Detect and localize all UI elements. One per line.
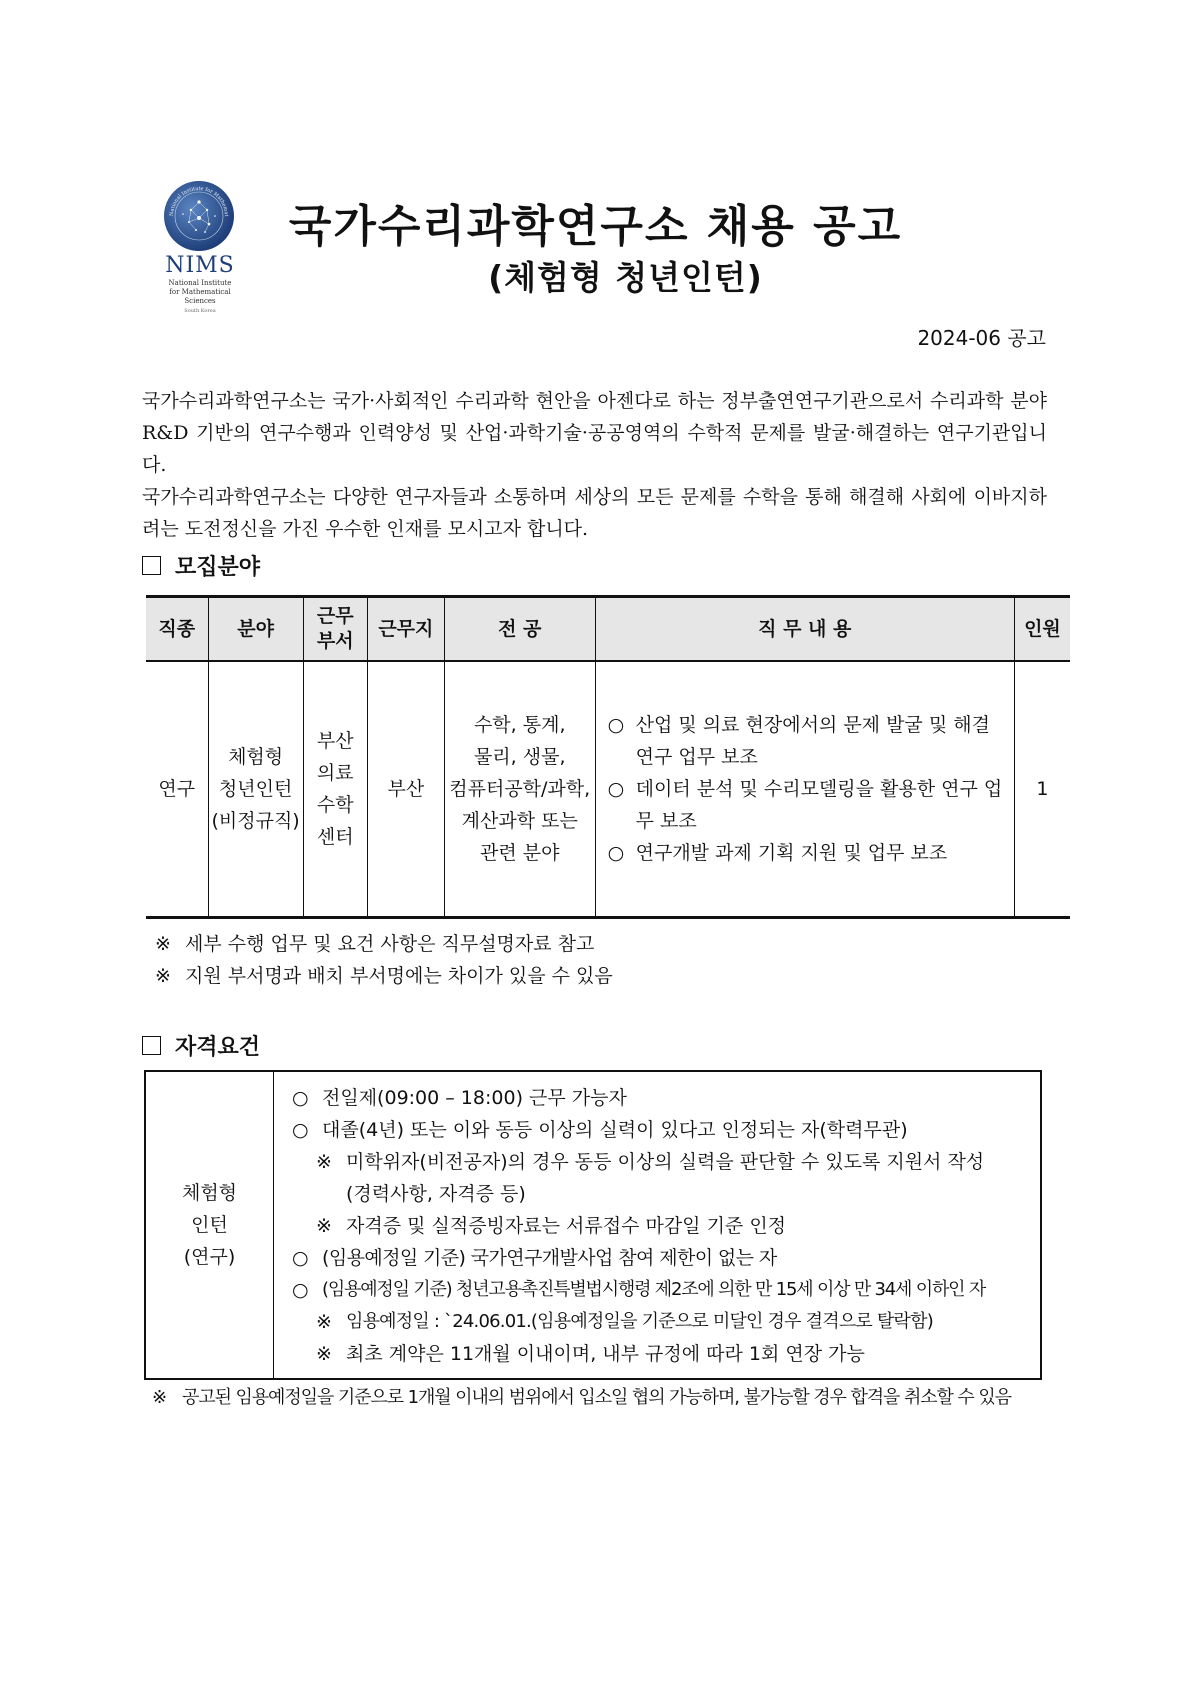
requirement-item [292, 1082, 1030, 1114]
circle-bullet-icon: ○ [607, 842, 625, 864]
note-text: 세부 수행 업무 및 요건 사항은 직무설명자료 참고 [185, 933, 595, 955]
qualification-requirements [274, 1071, 1042, 1379]
checkbox-square-icon [142, 556, 161, 575]
intro-paragraph-2: 국가수리과학연구소는 다양한 연구자들과 소통하며 세상의 모든 문제를 수학을 통해 해결해 사회에 이바지하려는 도전정신을 가진 우수한 인재를 모시고자 합니다. [142, 486, 1047, 540]
header-type: 직종 [146, 597, 208, 662]
cell-field: 체험형 청년인턴 (비정규직) [208, 661, 303, 918]
requirement-continuation [292, 1178, 1030, 1210]
qualification-category: 체험형 인턴 (연구) [145, 1071, 274, 1379]
header-field: 분야 [208, 597, 303, 662]
cell-duty [595, 661, 1014, 918]
reference-mark-icon: ※ [155, 933, 171, 955]
requirement-text: 임용예정일 : `24.06.01.(임용예정일을 기준으로 미달인 경우 결격으로 탈락함) [346, 1311, 933, 1332]
cell-type: 연구 [146, 661, 208, 918]
circle-bullet-icon: ○ [292, 1247, 309, 1269]
duty-item [608, 837, 1012, 869]
intro-paragraph-1: 국가수리과학연구소는 국가·사회적인 수리과학 현안을 아젠다로 하는 정부출연연구기관으로서 수리과학 분야 R&D 기반의 연구수행과 인력양성 및 산업·과학기술·공공영역의 수학적 문제를 발굴·해결하는 연구기관입니다. [142, 390, 1047, 476]
requirement-subnote [292, 1306, 1030, 1338]
table-header-row [146, 597, 1070, 662]
requirement-text: 전일제(09:00 – 18:00) 근무 가능자 [322, 1087, 627, 1109]
cell-major: 수학, 통계, 물리, 생물, 컴퓨터공학/과학, 계산과학 또는 관련 분야 [444, 661, 595, 918]
cell-dept: 부산 의료 수학 센터 [303, 661, 367, 918]
requirement-text: (임용예정일 기준) 국가연구개발사업 참여 제한이 없는 자 [322, 1247, 777, 1269]
reference-mark-icon: ※ [316, 1215, 332, 1237]
circle-bullet-icon: ○ [607, 714, 625, 736]
circle-bullet-icon: ○ [607, 778, 625, 800]
note-line [155, 960, 613, 992]
recruit-notes [155, 928, 613, 992]
table-row [145, 1071, 1041, 1379]
checkbox-square-icon [142, 1036, 161, 1055]
qualification-note [152, 1382, 1011, 1414]
requirement-item [292, 1242, 1030, 1274]
emblem-circle-text: National Institute for Mathemat [168, 185, 230, 217]
table-row [146, 661, 1070, 918]
requirement-item [292, 1274, 1030, 1306]
notice-number: 2024-06 공고 [917, 326, 1046, 350]
recruit-fields-table [146, 595, 1070, 919]
note-text: 지원 부서명과 배치 부서명에는 차이가 있을 수 있음 [185, 965, 613, 987]
section-heading-qualifications [142, 1030, 260, 1061]
requirement-text: 미학위자(비전공자)의 경우 동등 이상의 실력을 판단할 수 있도록 지원서 작성 [346, 1151, 985, 1173]
reference-mark-icon: ※ [316, 1311, 332, 1333]
requirement-text: 최초 계약은 11개월 이내이며, 내부 규정에 따라 1회 연장 가능 [346, 1343, 865, 1365]
note-line [155, 928, 613, 960]
section-heading-text: 자격요건 [175, 1035, 261, 1060]
logo-line-1: National Institute [168, 279, 232, 287]
circle-bullet-icon: ○ [292, 1087, 309, 1109]
section-heading-text: 모집분야 [175, 555, 261, 580]
header-duty: 직 무 내 용 [595, 597, 1014, 662]
page-subtitle: (체험형 청년인턴) [488, 258, 763, 297]
note-text: 공고된 임용예정일을 기준으로 1개월 이내의 범위에서 입소일 협의 가능하며, 불가능할 경우 합격을 취소할 수 있음 [182, 1387, 1011, 1408]
requirement-subnote [292, 1338, 1030, 1370]
requirement-text: (임용예정일 기준) 청년고용촉진특별법시행령 제2조에 의한 만 15세 이상 만 34세 이하인 자 [322, 1279, 986, 1300]
reference-mark-icon: ※ [152, 1387, 168, 1408]
requirement-subnote [292, 1146, 1030, 1178]
duty-text: 연구개발 과제 기획 지원 및 업무 보조 [635, 842, 948, 864]
duty-item [608, 709, 1012, 773]
requirement-subnote [292, 1210, 1030, 1242]
requirement-text: 자격증 및 실적증빙자료는 서류접수 마감일 기준 인정 [346, 1215, 787, 1237]
page-title: 국가수리과학연구소 채용 공고 [288, 201, 903, 252]
requirement-text: (경력사항, 자격증 등) [346, 1183, 526, 1205]
requirement-item [292, 1114, 1030, 1146]
cell-location: 부산 [367, 661, 444, 918]
section-heading-recruit-fields [142, 550, 260, 581]
duty-text: 산업 및 의료 현장에서의 문제 발굴 및 해결 연구 업무 보조 [635, 714, 990, 768]
duty-text: 데이터 분석 및 수리모델링을 활용한 연구 업무 보조 [635, 778, 1003, 832]
logo-acronym: NIMS [165, 253, 235, 278]
logo-line-2: for Mathematical Sciences [169, 288, 231, 305]
cell-count: 1 [1014, 661, 1070, 918]
duty-item [608, 773, 1012, 837]
reference-mark-icon: ※ [316, 1151, 332, 1173]
logo-country: South Korea [184, 308, 216, 314]
requirement-text: 대졸(4년) 또는 이와 동등 이상의 실력이 있다고 인정되는 자(학력무관) [322, 1119, 908, 1141]
circle-bullet-icon: ○ [292, 1279, 309, 1301]
header-count: 인원 [1014, 597, 1070, 662]
circle-bullet-icon: ○ [292, 1119, 309, 1141]
header-dept: 근무 부서 [303, 597, 367, 662]
reference-mark-icon: ※ [155, 965, 171, 987]
header-location: 근무지 [367, 597, 444, 662]
reference-mark-icon: ※ [316, 1343, 332, 1365]
header-major: 전 공 [444, 597, 595, 662]
intro-text [142, 385, 1047, 545]
qualifications-table [144, 1070, 1042, 1380]
